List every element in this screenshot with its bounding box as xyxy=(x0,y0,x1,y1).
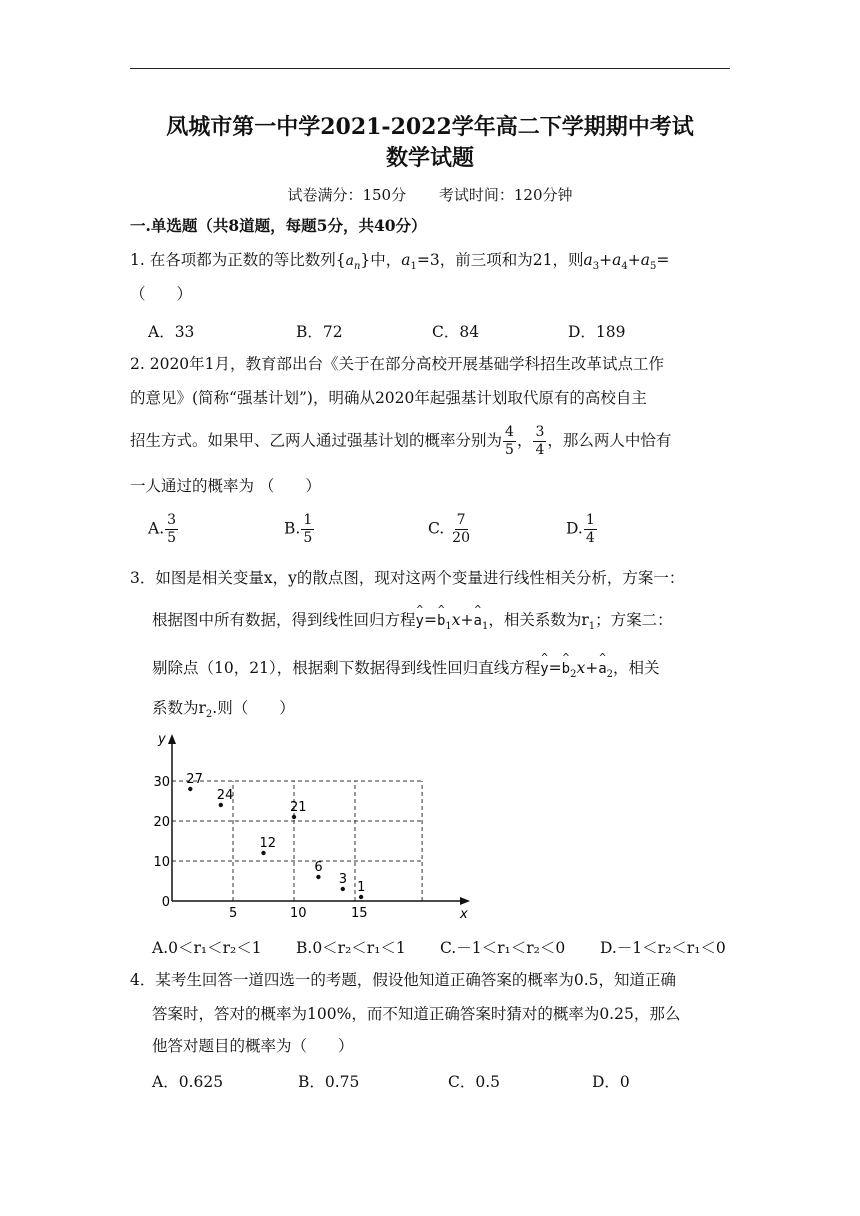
q1-part-d: + xyxy=(599,251,613,269)
q1-paren: （ ） xyxy=(130,285,193,303)
a-hat: ^ a xyxy=(474,611,482,631)
data-point xyxy=(261,851,265,855)
q1-option-d: D．189 xyxy=(568,323,626,341)
q3-option-d: D.－1＜r₂＜r₁＜0 xyxy=(600,939,726,957)
q3-option-a: A.0＜r₁＜r₂＜1 xyxy=(152,939,262,957)
page-title: 凤城市第一中学2021-2022学年高二下学期期中考试 xyxy=(166,114,694,140)
q2-line3-a: 招生方式。如果甲、乙两人通过强基计划的概率分别为 xyxy=(130,431,503,450)
data-label: 27 xyxy=(186,772,203,787)
data-point xyxy=(316,875,320,879)
q1-part-f: = xyxy=(656,251,670,269)
q2-option-c: C. $\frac{7}{20}$ xyxy=(428,512,470,546)
data-point xyxy=(359,895,363,899)
data-label: 6 xyxy=(314,860,323,875)
y-hat: ^ y xyxy=(416,611,424,631)
q4-line-2: 答案时，答对的概率为100%，而不知道正确答案时猜对的概率为0.25，那么 xyxy=(152,1005,681,1023)
q2-line-2: 的意见》(简称“强基计划”)，明确从2020年起强基计划取代原有的高校自主 xyxy=(130,389,647,407)
q2-line-1: 2. 2020年1月，教育部出台《关于在部分高校开展基础学科招生改革试点工作 xyxy=(130,355,665,373)
q2-option-a: A. $\frac{3}{5}$ xyxy=(148,512,177,546)
q4-option-a: A．0.625 xyxy=(152,1073,224,1091)
q1-part-b: }中， xyxy=(360,251,402,269)
x-tick-label: 15 xyxy=(351,906,368,921)
q2-option-b: B. $\frac{1}{5}$ xyxy=(284,512,313,546)
q3-line-3: 剔除点（10，21），根据剩下数据得到线性回归直线方程^ y=^ $b_2x+\^{}$ $a_2$，相关 xyxy=(152,658,660,685)
q2-line3-c: ，那么两人中恰有 xyxy=(547,431,672,450)
data-label: 24 xyxy=(216,788,234,803)
page-subtitle: 数学试题 xyxy=(385,145,474,171)
q1-option-b: B．72 xyxy=(296,323,343,341)
full-score: 试卷满分：150分 xyxy=(287,186,407,204)
x-axis-arrow xyxy=(460,897,470,905)
scatter-plot xyxy=(150,728,480,928)
section-heading: 一.单选题（共8道题，每题5分，共40分） xyxy=(130,216,427,235)
q4-line-1: 4．某考生回答一道四选一的考题，假设他知道正确答案的概率为0.5，知道正确 xyxy=(130,971,677,989)
q3-option-c: C.－1＜r₁＜r₂＜0 xyxy=(440,939,566,957)
q2-option-d: D. $\frac{1}{4}$ xyxy=(566,512,595,546)
y-axis-label: y xyxy=(158,732,166,747)
y-tick-label: 10 xyxy=(153,855,170,870)
y-axis-arrow xyxy=(168,734,176,744)
data-point xyxy=(188,787,192,791)
top-rule xyxy=(130,68,730,69)
q1-option-a: A．33 xyxy=(148,323,195,341)
y-tick-label: 20 xyxy=(153,815,170,830)
b-hat: ^ b xyxy=(437,611,445,631)
exam-meta xyxy=(0,184,860,205)
q4-option-b: B．0.75 xyxy=(298,1073,360,1091)
q2-line3-b: ， xyxy=(516,431,533,450)
y-tick-label: 0 xyxy=(161,895,170,910)
q1-option-c: C．84 xyxy=(432,323,480,341)
q4-option-c: C．0.5 xyxy=(448,1073,501,1091)
q4-option-d: D．0 xyxy=(592,1073,630,1091)
y-tick-label: 30 xyxy=(153,775,170,790)
data-label: 21 xyxy=(290,800,307,815)
data-label: 1 xyxy=(357,880,366,895)
q2-line-3 xyxy=(130,424,671,459)
q2-fraction-1: $\frac{4}{5}$ xyxy=(505,424,514,458)
q2-line-4: 一人通过的概率为 （ ） xyxy=(130,477,321,495)
x-tick-label: 5 xyxy=(229,906,238,921)
q3-line-4: 系数为$r_2$.则（ ） xyxy=(152,699,295,721)
q3-line-2: 根据图中所有数据，得到线性回归方程^ y=^ $b_1x+\^{}$ $a_1$，相关系数为$r_1$；方案二： xyxy=(152,610,673,637)
exam-time: 考试时间：120分钟 xyxy=(438,186,573,204)
q3-line-1: 3．如图是相关变量x，y的散点图，现对这两个变量进行线性相关分析，方案一： xyxy=(130,569,685,587)
q3-option-b: B.0＜r₂＜r₁＜1 xyxy=(296,939,406,957)
data-point xyxy=(292,815,296,819)
q1-part-e: + xyxy=(627,251,641,269)
data-label: 12 xyxy=(259,836,277,851)
data-point xyxy=(219,803,223,807)
x-axis-label: x xyxy=(460,907,468,922)
data-label: 3 xyxy=(338,872,348,887)
x-tick-label: 10 xyxy=(290,906,307,921)
q2-fraction-2: $\frac{3}{4}$ xyxy=(535,424,545,458)
q4-line-3: 他答对题目的概率为（ ） xyxy=(152,1037,354,1055)
q1-part-a: 1. 在各项都为正数的等比数列{ xyxy=(130,251,346,269)
q1-text: 1. 在各项都为正数的等比数列$\{a_n\}$中，$a_1=3$，前三项和为21，则$a_3+a_4+a_5=$ xyxy=(130,251,670,273)
q1-part-c: =3，前三项和为21，则 xyxy=(416,251,584,269)
data-point xyxy=(341,887,345,891)
